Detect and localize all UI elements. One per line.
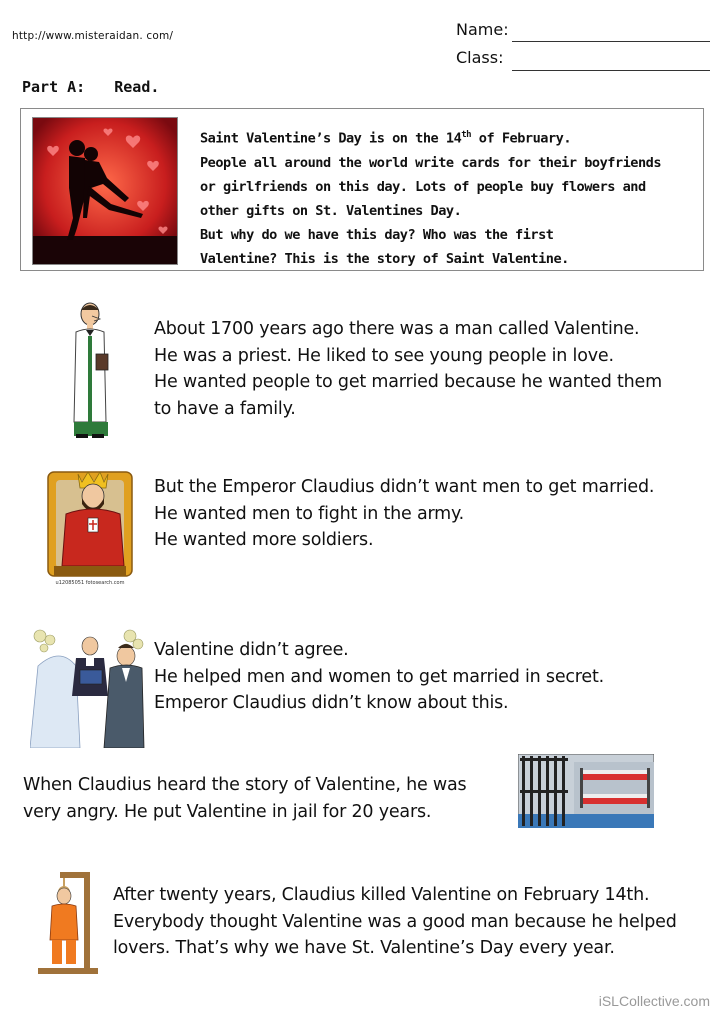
intro-line: Valentine? This is the story of Saint Valentine.	[200, 250, 569, 267]
emperor-image	[42, 466, 138, 586]
intro-line: People all around the world write cards for their boyfriends	[200, 154, 662, 171]
instruction-label: Read.	[114, 78, 160, 96]
wedding-image	[30, 626, 148, 748]
story-line: Valentine didn’t agree.	[154, 640, 349, 660]
name-label: Name:	[456, 20, 509, 39]
story-line: He wanted more soldiers.	[154, 530, 374, 550]
story-line: to have a family.	[154, 398, 296, 419]
ending-paragraph	[113, 882, 677, 962]
story-line: lovers. That’s why we have St. Valentine’s Day every year.	[113, 938, 615, 958]
section-heading	[22, 78, 179, 96]
story-line: Everybody thought Valentine was a good man because he helped	[113, 911, 677, 932]
story-line: He wanted people to get married because he wanted them	[154, 372, 662, 392]
story-line: He wanted men to fight in the army.	[154, 503, 465, 524]
story-line: But the Emperor Claudius didn’t want men to get married.	[154, 477, 655, 497]
story-line: Emperor Claudius didn’t know about this.	[154, 693, 509, 713]
intro-line-1: Saint Valentine’s Day is on the 14th of February.	[200, 130, 572, 147]
priest-image	[66, 302, 116, 438]
story-line: When Claudius heard the story of Valentine, he was	[23, 775, 467, 795]
emperor-paragraph	[154, 474, 654, 554]
story-line: After twenty years, Claudius killed Valentine on February 14th.	[113, 885, 650, 905]
couple-silhouette-image	[32, 117, 178, 265]
class-label: Class:	[456, 48, 504, 67]
intro-line: other gifts on St. Valentines Day.	[200, 202, 462, 219]
priest-paragraph	[154, 316, 662, 422]
part-label: Part A:	[22, 78, 86, 96]
story-line: He helped men and women to get married in secret.	[154, 666, 605, 687]
wedding-paragraph	[154, 637, 604, 717]
website-url: http://www.misteraidan. com/	[12, 30, 174, 42]
story-line: About 1700 years ago there was a man called Valentine.	[154, 319, 640, 339]
watermark: iSLCollective.com	[598, 993, 710, 1009]
intro-line: or girlfriends on this day. Lots of people buy flowers and	[200, 178, 646, 195]
jail-paragraph	[23, 772, 466, 825]
class-line	[512, 70, 710, 71]
story-line: He was a priest. He liked to see young people in love.	[154, 345, 614, 366]
story-line: very angry. He put Valentine in jail for 20 years.	[23, 801, 432, 822]
name-line	[512, 41, 710, 42]
emperor-caption: u12085051 fotosearch.com	[55, 580, 125, 586]
gallows-image	[34, 870, 104, 978]
intro-line: But why do we have this day? Who was the first	[200, 226, 554, 243]
intro-paragraph	[200, 123, 710, 271]
jail-cell-image	[518, 754, 654, 828]
